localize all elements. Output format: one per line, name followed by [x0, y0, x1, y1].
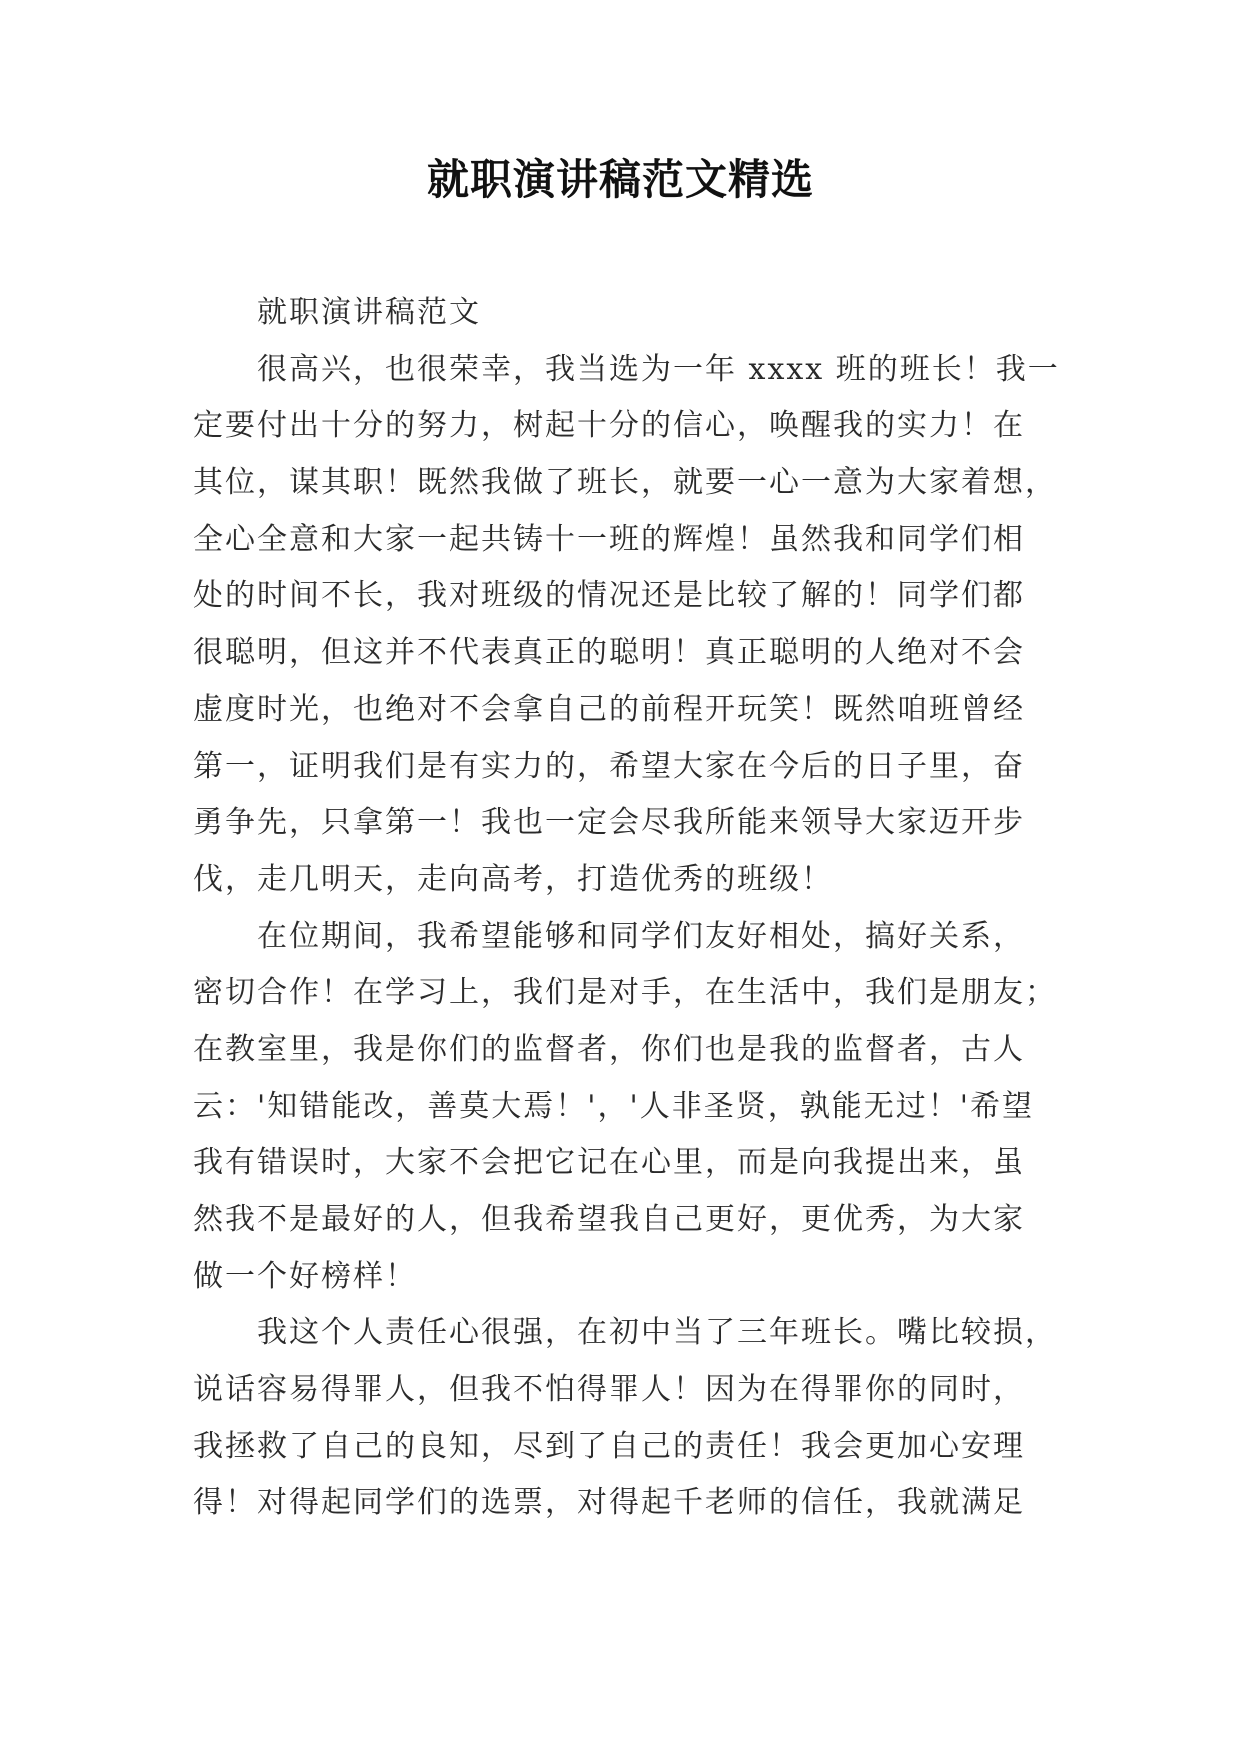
body-line: 云：'知错能改，善莫大焉！'，'人非圣贤，孰能无过！'希望 — [193, 1088, 1034, 1124]
body-line: 虚度时光，也绝对不会拿自己的前程开玩笑！既然咱班曾经 — [193, 691, 1025, 727]
document-title: 就职演讲稿范文精选 — [426, 155, 814, 204]
body-line: 伐，走几明天，走向高考，打造优秀的班级！ — [193, 861, 833, 897]
body-line: 然我不是最好的人，但我希望我自己更好，更优秀，为大家 — [193, 1202, 1025, 1237]
body-line: 我拯救了自己的良知，尽到了自己的责任！我会更加心安理 — [193, 1428, 1025, 1464]
body-line: 在位期间，我希望能够和同学们友好相处，搞好关系， — [257, 918, 1025, 954]
body-line: 在教室里，我是你们的监督者，你们也是我的监督者，古人 — [193, 1031, 1025, 1067]
body-line: 得！对得起同学们的选票，对得起千老师的信任，我就满足 — [193, 1485, 1025, 1521]
body-line: 第一，证明我们是有实力的，希望大家在今后的日子里，奋 — [193, 748, 1025, 784]
body-line: 全心全意和大家一起共铸十一班的辉煌！虽然我和同学们相 — [193, 521, 1025, 557]
body-line: 勇争先，只拿第一！我也一定会尽我所能来领导大家迈开步 — [193, 805, 1025, 841]
body-line: 密切合作！在学习上，我们是对手，在生活中，我们是朋友； — [193, 975, 1057, 1011]
body-line: 其位，谋其职！既然我做了班长，就要一心一意为大家着想， — [193, 465, 1057, 501]
body-line: 处的时间不长，我对班级的情况还是比较了解的！同学们都 — [193, 578, 1025, 614]
body-line: 很高兴，也很荣幸，我当选为一年 xxxx 班的班长！我一 — [257, 351, 1060, 387]
body-line: 很聪明，但这并不代表真正的聪明！真正聪明的人绝对不会 — [193, 635, 1025, 671]
document-body — [193, 285, 1060, 1532]
body-line: 定要付出十分的努力，树起十分的信心，唤醒我的实力！在 — [193, 408, 1025, 444]
body-line: 我这个人责任心很强，在初中当了三年班长。嘴比较损， — [257, 1315, 1057, 1351]
document-subtitle: 就职演讲稿范文 — [257, 295, 481, 330]
body-line: 做一个好榜样！ — [193, 1258, 417, 1294]
body-line: 说话容易得罪人，但我不怕得罪人！因为在得罪你的同时， — [193, 1372, 1025, 1408]
body-line: 我有错误时，大家不会把它记在心里，而是向我提出来，虽 — [193, 1145, 1025, 1181]
